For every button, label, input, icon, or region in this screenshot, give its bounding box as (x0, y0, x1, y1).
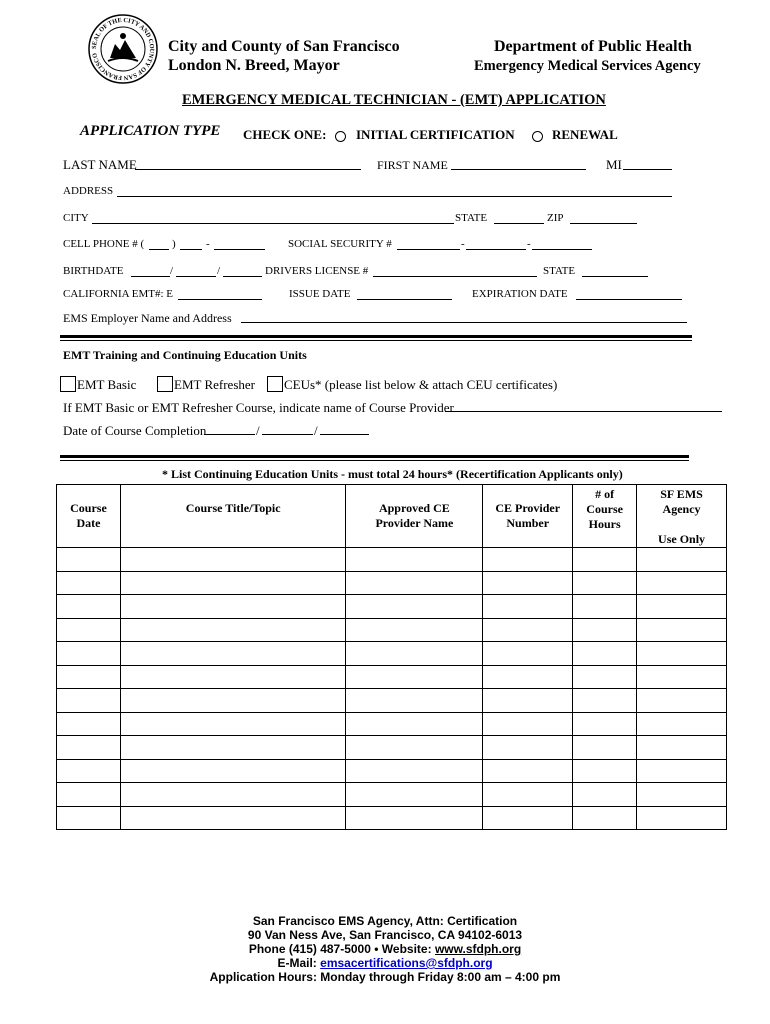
ssn-label: SOCIAL SECURITY # (288, 238, 392, 250)
state-input[interactable] (494, 212, 544, 224)
table-cell[interactable] (637, 759, 727, 783)
cell-phone-dash: - (206, 238, 210, 250)
ssn-part1-input[interactable] (397, 238, 460, 250)
phone-line-input[interactable] (214, 238, 265, 250)
table-cell[interactable] (637, 806, 727, 830)
table-cell[interactable] (483, 736, 573, 760)
table-cell[interactable] (483, 665, 573, 689)
table-cell[interactable] (573, 806, 637, 830)
table-cell[interactable] (57, 712, 121, 736)
last-name-label: LAST NAME (63, 157, 137, 172)
table-cell[interactable] (483, 806, 573, 830)
city-county-name: City and County of San Francisco (168, 38, 400, 55)
table-cell[interactable] (120, 689, 346, 713)
section-divider-2-thin (60, 460, 689, 461)
table-cell[interactable] (637, 571, 727, 595)
footer-website-label: Website: (381, 942, 432, 956)
table-cell[interactable] (573, 548, 637, 572)
header-line: Hours (588, 517, 621, 531)
renewal-label: RENEWAL (552, 127, 618, 142)
ceu-table (56, 484, 727, 830)
table-row (57, 712, 727, 736)
expiration-date-label: EXPIRATION DATE (472, 288, 568, 300)
header-line: Use Only (658, 532, 706, 546)
table-cell[interactable] (120, 548, 346, 572)
table-cell[interactable] (637, 783, 727, 807)
column-header-provider-name (346, 485, 483, 548)
footer-email (0, 956, 770, 970)
table-cell[interactable] (637, 712, 727, 736)
dl-state-input[interactable] (582, 265, 648, 277)
table-row (57, 783, 727, 807)
table-cell[interactable] (483, 595, 573, 619)
table-cell[interactable] (57, 665, 121, 689)
table-row (57, 548, 727, 572)
table-cell[interactable] (57, 759, 121, 783)
header-line: Course (70, 501, 107, 515)
table-cell[interactable] (57, 783, 121, 807)
header-line: Course Title/Topic (185, 501, 281, 515)
footer-address: 90 Van Ness Ave, San Francisco, CA 94102-6013 (247, 928, 523, 942)
table-cell[interactable] (120, 595, 346, 619)
address-label: ADDRESS (63, 185, 114, 197)
table-cell[interactable] (483, 642, 573, 666)
table-cell[interactable] (483, 689, 573, 713)
footer-contact (0, 914, 770, 984)
footer-email-label: E-Mail: (277, 956, 317, 970)
table-cell[interactable] (346, 548, 483, 572)
emt-basic-label: EMT Basic (77, 377, 137, 392)
emt-refresher-checkbox[interactable] (157, 376, 173, 392)
table-cell[interactable] (57, 618, 121, 642)
website-link[interactable]: www.sfdph.org (434, 942, 522, 956)
table-cell[interactable] (573, 571, 637, 595)
table-cell[interactable] (483, 548, 573, 572)
course-provider-label: If EMT Basic or EMT Refresher Course, indicate name of Course Provider (63, 400, 454, 415)
ceus-label: CEUs* (please list below & attach CEU certificates) (284, 377, 558, 392)
header-line: Approved CE (378, 501, 450, 515)
completion-slash-1: / (256, 423, 260, 438)
table-cell[interactable] (120, 571, 346, 595)
zip-label: ZIP (547, 212, 564, 224)
mi-input[interactable] (623, 158, 672, 170)
table-cell[interactable] (57, 736, 121, 760)
table-cell[interactable] (573, 736, 637, 760)
table-row (57, 642, 727, 666)
table-row (57, 571, 727, 595)
table-row (57, 759, 727, 783)
drivers-license-label: DRIVERS LICENSE # (265, 265, 369, 277)
check-one-label: CHECK ONE: (243, 127, 327, 142)
table-cell[interactable] (637, 736, 727, 760)
table-row (57, 806, 727, 830)
column-header-course-date (57, 485, 121, 548)
table-cell[interactable] (637, 642, 727, 666)
emt-refresher-option[interactable] (157, 376, 255, 393)
column-header-course-title (120, 485, 346, 548)
table-cell[interactable] (483, 783, 573, 807)
city-label: CITY (63, 212, 89, 224)
issue-date-input[interactable] (357, 288, 452, 300)
employer-input[interactable] (241, 311, 687, 323)
phone-prefix-input[interactable] (180, 238, 202, 250)
ssn-part2-input[interactable] (466, 238, 526, 250)
table-cell[interactable] (346, 642, 483, 666)
city-seal-logo (88, 14, 158, 84)
header-line: SF EMS (660, 487, 703, 501)
area-code-input[interactable] (149, 238, 169, 250)
completion-month-input[interactable] (204, 423, 255, 435)
table-cell[interactable] (637, 595, 727, 619)
employer-label: EMS Employer Name and Address (63, 311, 232, 325)
state-label: STATE (455, 212, 488, 224)
table-cell[interactable] (346, 783, 483, 807)
footer-hours: Application Hours: Monday through Friday 8:00 am – 4:00 pm (209, 970, 561, 984)
table-row (57, 665, 727, 689)
header-line: Date (76, 516, 101, 530)
table-cell[interactable] (346, 665, 483, 689)
column-header-course-hours (573, 485, 637, 548)
birth-year-input[interactable] (223, 265, 262, 277)
dl-state-label: STATE (543, 265, 576, 277)
bullet-separator: • (374, 942, 379, 956)
table-cell[interactable] (483, 618, 573, 642)
table-cell[interactable] (573, 642, 637, 666)
table-cell[interactable] (120, 712, 346, 736)
completion-date-label: Date of Course Completion (63, 423, 207, 438)
footer-phone: Phone (415) 487-5000 (248, 942, 371, 956)
table-cell[interactable] (346, 759, 483, 783)
city-input[interactable] (92, 212, 454, 224)
table-cell[interactable] (346, 806, 483, 830)
section-divider-2 (60, 455, 689, 458)
emt-basic-checkbox[interactable] (60, 376, 76, 392)
table-cell[interactable] (346, 736, 483, 760)
initial-certification-radio[interactable] (335, 131, 346, 142)
cell-phone-label: CELL PHONE # ( (63, 238, 145, 250)
header-line: # of (595, 487, 615, 501)
table-cell[interactable] (483, 571, 573, 595)
table-cell[interactable] (57, 595, 121, 619)
table-cell[interactable] (346, 595, 483, 619)
course-provider-input[interactable] (445, 400, 722, 412)
footer-phone-web (0, 942, 770, 956)
emt-basic-option[interactable] (60, 376, 136, 393)
table-cell[interactable] (57, 689, 121, 713)
table-cell[interactable] (120, 806, 346, 830)
table-cell[interactable] (120, 736, 346, 760)
svg-text:SEAL OF THE CITY AND COUNTY OF: SEAL OF THE CITY AND COUNTY OF SAN FRANCISCO (90, 16, 156, 82)
ssn-dash-1: - (461, 238, 465, 250)
table-cell[interactable] (573, 689, 637, 713)
training-heading: EMT Training and Continuing Education Units (63, 348, 307, 362)
table-cell[interactable] (637, 548, 727, 572)
ceu-table-body (57, 548, 727, 830)
table-cell[interactable] (57, 548, 121, 572)
ca-emt-label: CALIFORNIA EMT#: E (63, 288, 173, 300)
birthdate-slash-2: / (217, 265, 221, 277)
section-divider-1 (60, 335, 692, 338)
emt-refresher-label: EMT Refresher (174, 377, 255, 392)
mayor-name: London N. Breed, Mayor (168, 57, 340, 74)
table-cell[interactable] (483, 759, 573, 783)
table-cell[interactable] (637, 689, 727, 713)
birth-day-input[interactable] (176, 265, 216, 277)
table-cell[interactable] (573, 759, 637, 783)
table-cell[interactable] (120, 642, 346, 666)
table-cell[interactable] (637, 618, 727, 642)
department-name: Department of Public Health (494, 38, 692, 55)
first-name-input[interactable] (451, 158, 586, 170)
email-link[interactable]: emsacertifications@sfdph.org (320, 956, 493, 970)
issue-date-label: ISSUE DATE (289, 288, 351, 300)
footer-attn: San Francisco EMS Agency, Attn: Certification (252, 914, 518, 928)
table-cell[interactable] (120, 783, 346, 807)
first-name-label: FIRST NAME (377, 158, 448, 172)
table-cell[interactable] (573, 618, 637, 642)
header-line: Provider Name (375, 516, 454, 530)
table-cell[interactable] (637, 665, 727, 689)
drivers-license-input[interactable] (373, 265, 537, 277)
last-name-input[interactable] (135, 158, 361, 170)
header-line: Number (506, 516, 550, 530)
form-title: EMERGENCY MEDICAL TECHNICIAN - (EMT) APPLICATION (182, 92, 606, 108)
cell-phone-paren: ) (172, 238, 176, 250)
table-cell[interactable] (120, 759, 346, 783)
completion-day-input[interactable] (262, 423, 313, 435)
ssn-dash-2: - (527, 238, 531, 250)
agency-name: Emergency Medical Services Agency (474, 58, 701, 74)
ceus-checkbox[interactable] (267, 376, 283, 392)
table-cell[interactable] (346, 689, 483, 713)
table-cell[interactable] (346, 571, 483, 595)
table-cell[interactable] (573, 712, 637, 736)
table-cell[interactable] (573, 783, 637, 807)
initial-certification-label: INITIAL CERTIFICATION (356, 127, 515, 142)
table-cell[interactable] (57, 571, 121, 595)
zip-input[interactable] (570, 212, 637, 224)
table-row (57, 736, 727, 760)
birthdate-slash-1: / (170, 265, 174, 277)
ceu-table-header-row (57, 485, 727, 548)
birthdate-label: BIRTHDATE (63, 265, 124, 277)
section-divider-1-thin (60, 340, 692, 341)
expiration-date-input[interactable] (576, 288, 682, 300)
table-cell[interactable] (120, 665, 346, 689)
column-header-agency-use (637, 485, 727, 548)
column-header-provider-number (483, 485, 573, 548)
ssn-part3-input[interactable] (532, 238, 592, 250)
renewal-radio[interactable] (532, 131, 543, 142)
table-row (57, 595, 727, 619)
completion-year-input[interactable] (320, 423, 369, 435)
header-line: CE Provider (495, 501, 561, 515)
table-row (57, 689, 727, 713)
ca-emt-input[interactable] (178, 288, 262, 300)
header-line: Agency (662, 502, 701, 516)
address-input[interactable] (117, 185, 672, 197)
table-cell[interactable] (57, 806, 121, 830)
ceu-table-caption: * List Continuing Education Units - must total 24 hours* (Recertification Applicants only) (162, 467, 623, 481)
ceus-option[interactable] (267, 376, 557, 393)
table-cell[interactable] (483, 712, 573, 736)
application-type-label: APPLICATION TYPE (80, 123, 221, 139)
completion-slash-2: / (314, 423, 318, 438)
mi-label: MI (606, 157, 622, 172)
table-cell[interactable] (573, 595, 637, 619)
header-line: Course (586, 502, 623, 516)
table-cell[interactable] (573, 665, 637, 689)
table-row (57, 618, 727, 642)
birth-month-input[interactable] (131, 265, 170, 277)
table-cell[interactable] (120, 618, 346, 642)
table-cell[interactable] (57, 642, 121, 666)
table-cell[interactable] (346, 712, 483, 736)
table-cell[interactable] (346, 618, 483, 642)
